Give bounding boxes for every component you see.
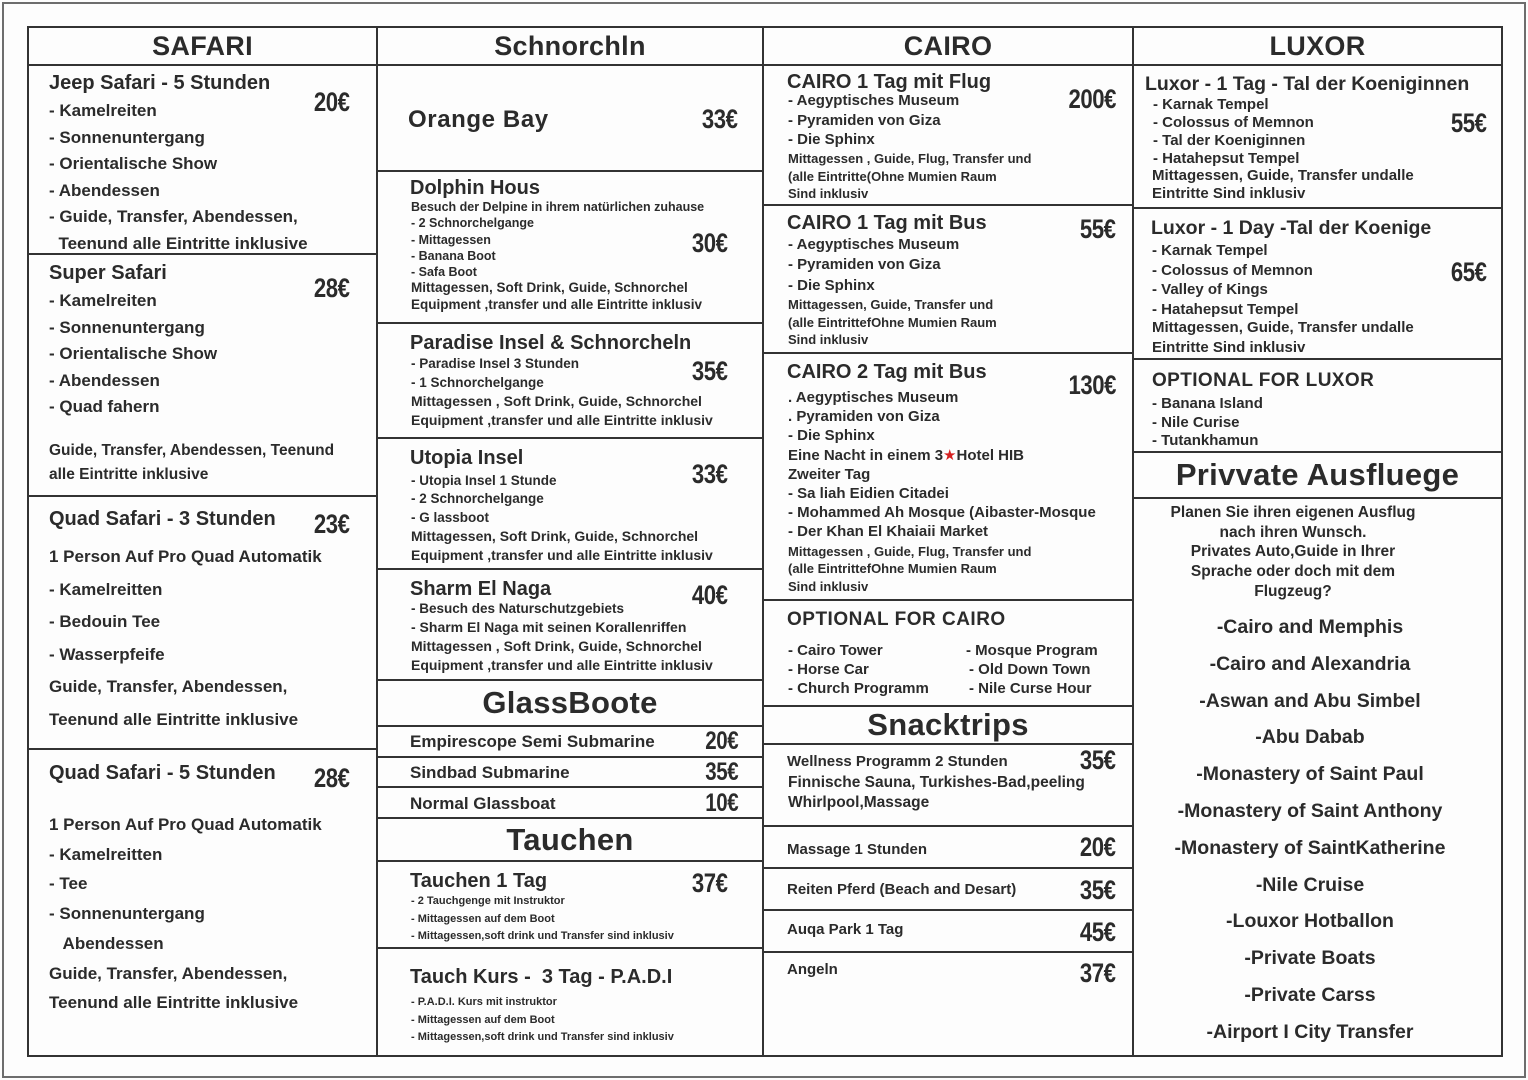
card-title: OPTIONAL FOR LUXOR — [1152, 370, 1375, 391]
detail-line: - Mittagessen auf dem Boot — [411, 1013, 555, 1026]
card-price: 37€ — [692, 868, 728, 898]
detail-line: - Abendessen — [49, 370, 160, 390]
detail-line: Teenund alle Eintritte inklusive — [49, 233, 308, 253]
intro-line: Flugzeug? — [1254, 582, 1332, 600]
detail-line: Teenund alle Eintritte inklusive — [49, 993, 299, 1013]
card-details — [788, 388, 1096, 542]
card-title: Luxor - 1 Tag - Tal der Koeniginnen — [1145, 73, 1470, 95]
option-item: - Horse Car — [788, 661, 869, 678]
optional-cairo-card — [762, 599, 1134, 707]
cairo-2-tag-card — [762, 352, 1134, 601]
detail-line: - Pyramiden von Giza — [788, 256, 941, 274]
detail-line: - Colossus of Memnon — [1152, 261, 1313, 279]
detail-line: - 2 Schnorchelgange — [411, 216, 534, 231]
detail-line: - Karnak Tempel — [1153, 96, 1269, 113]
card-title: CAIRO 2 Tag mit Bus — [787, 361, 987, 383]
card-title: CAIRO 1 Tag mit Bus — [787, 212, 987, 234]
tauchen-header — [376, 817, 764, 862]
detail-line: - Sa liah Eidien Citadei — [788, 485, 949, 503]
footer-line: Mittagessen, Guide, Transfer undalle — [1152, 167, 1414, 184]
private-list — [1134, 609, 1486, 1051]
detail-line: . Pyramiden von Giza — [788, 408, 940, 426]
footer-line: Mittagessen, Guide, Transfer undalle — [1152, 319, 1414, 336]
detail-line: - Guide, Transfer, Abendessen, — [49, 207, 298, 226]
detail-line: - Bedouin Tee — [49, 612, 161, 631]
item-title: Auqa Park 1 Tag — [787, 921, 904, 938]
footer-line: (alle Eintritte(Ohne Mumien Raum — [788, 168, 997, 184]
card-footer — [49, 439, 334, 487]
optional-left-list — [788, 641, 929, 698]
card-title: Quad Safari - 3 Stunden — [49, 508, 276, 530]
detail-line: - Quad fahern — [49, 397, 160, 416]
card-title: Super Safari — [49, 262, 167, 284]
utopia-insel-card — [376, 437, 764, 570]
detail-line: - Valley of Kings — [1152, 281, 1268, 298]
private-item: -Monastery of Saint Paul — [1196, 763, 1424, 786]
detail-line: Abendessen — [49, 933, 164, 953]
card-details — [49, 541, 322, 736]
detail-line: - 1 Schnorchelgange — [411, 374, 544, 390]
detail-line: - Safa Boot — [411, 265, 477, 280]
private-item: -Private Boats — [1244, 947, 1376, 970]
card-price: 28€ — [314, 763, 350, 793]
quad-safari-3-card — [27, 495, 378, 750]
card-details — [49, 288, 217, 421]
card-footer — [788, 543, 1031, 595]
intro-line: Sprache oder doch mit dem — [1190, 563, 1396, 581]
private-card — [1132, 497, 1503, 1057]
card-details — [411, 599, 713, 675]
detail-line: - Hatahepsut Tempel — [1153, 150, 1300, 167]
item-title: Reiten Pferd (Beach and Desart) — [787, 881, 1017, 898]
card-details — [788, 91, 959, 150]
detail-line: - Sharm El Naga mit seinen Korallenriffen — [411, 619, 687, 635]
footer-line: Mittagessen, Guide, Transfer und — [788, 297, 994, 312]
hotel-line — [788, 446, 1096, 465]
private-item: -Nile Cruise — [1255, 873, 1365, 896]
detail-line: Teenund alle Eintritte inklusive — [49, 709, 299, 729]
detail-line: - G lassboot — [411, 509, 490, 525]
detail-line: - Kamelreitten — [49, 579, 163, 599]
detail-line: 1 Person Auf Pro Quad Automatik — [49, 815, 322, 834]
intro-line: Privates Auto,Guide in Ihrer — [1190, 543, 1396, 561]
card-title: Wellness Programm 2 Stunden — [787, 753, 1008, 770]
detail-line: - 2 Tauchgenge mit Instruktor — [411, 895, 565, 907]
detail-line: - P.A.D.I. Kurs mit instruktor — [411, 996, 557, 1008]
detail-line: Besuch der Delpine in ihrem natürlichen zuhause — [411, 200, 705, 214]
item-title: Angeln — [787, 961, 838, 978]
card-details — [1152, 241, 1313, 319]
detail-line: Equipment ,transfer und alle Eintritte inklusiv — [411, 412, 713, 429]
detail-line: - Karnak Tempel — [1152, 242, 1268, 259]
detail-line: - Kamelreiten — [49, 291, 157, 310]
cairo-header — [762, 26, 1134, 66]
orange-bay-card — [376, 64, 764, 172]
tauch-kurs-card — [376, 947, 764, 1057]
private-item: -Louxor Hotballon — [1226, 910, 1394, 933]
footer-line: Mittagessen , Guide, Flug, Transfer und — [788, 544, 1032, 559]
detail-line: - Aegyptisches Museum — [788, 92, 960, 109]
option-item: - Nile Curse Hour — [969, 680, 1092, 697]
snacktrips-header — [762, 705, 1134, 745]
detail-line: - Die Sphinx — [788, 427, 875, 445]
optional-right-list — [966, 641, 1098, 698]
dolphin-hous-card — [376, 170, 764, 324]
detail-line: - Die Sphinx — [788, 276, 875, 294]
item-price: 20€ — [705, 727, 738, 755]
card-details — [411, 472, 713, 564]
detail-line: Mittagessen , Soft Drink, Guide, Schnorchel — [411, 393, 702, 410]
footer-line: Sind inklusiv — [788, 332, 869, 347]
card-price: 30€ — [692, 228, 728, 258]
card-title: Jeep Safari - 5 Stunden — [49, 72, 271, 94]
snacktrip-item — [762, 951, 1134, 1057]
detail-line: Finnische Sauna, Turkishes-Bad,peeling — [788, 774, 1085, 791]
card-footer — [1152, 318, 1414, 357]
card-title: Luxor - 1 Day -Tal der Koenige — [1151, 217, 1432, 239]
tauchen-header-text: Tauchen — [506, 821, 634, 857]
private-item: -Private Carss — [1244, 983, 1376, 1006]
item-price: 45€ — [1080, 917, 1116, 947]
luxor-header-text: LUXOR — [1269, 30, 1366, 61]
card-price: 33€ — [702, 104, 738, 134]
item-price: 35€ — [1080, 875, 1116, 905]
detail-line: - Der Khan El Khaiaii Market — [788, 523, 989, 541]
card-title: Tauchen 1 Tag — [410, 870, 548, 892]
option-item: - Mosque Program — [966, 642, 1098, 659]
schnorcheln-header — [376, 26, 764, 66]
option-item: - Nile Curise — [1152, 413, 1240, 431]
detail-line: - Mittagessen,soft drink und Transfer sind inklusiv — [411, 930, 674, 942]
snacktrips-header-text: Snacktrips — [867, 707, 1029, 742]
card-details — [411, 355, 713, 430]
item-title: Sindbad Submarine — [410, 763, 570, 782]
card-price: 35€ — [692, 356, 728, 386]
luxor-header — [1132, 26, 1503, 66]
detail-line: Whirlpool,Massage — [788, 794, 930, 811]
intro-line: Planen Sie ihren eigenen Ausflug — [1170, 504, 1416, 521]
cairo-header-text: CAIRO — [903, 30, 993, 61]
detail-line: Equipment ,transfer und alle Eintritte inklusiv — [411, 657, 713, 673]
snacktrip-item — [762, 909, 1134, 953]
detail-line: - Tee — [49, 874, 88, 894]
footer-line: Eintritte Sind inklusiv — [1152, 185, 1306, 202]
detail-line: Guide, Transfer, Abendessen, — [49, 963, 288, 983]
card-title: Quad Safari - 5 Stunden — [49, 762, 276, 784]
footer-line: (alle EintrittefOhne Mumien Raum — [788, 314, 997, 330]
detail-line: - Abendessen — [49, 180, 160, 200]
detail-line: 1 Person Auf Pro Quad Automatik — [49, 547, 322, 566]
card-details — [1153, 96, 1314, 168]
card-details — [788, 235, 959, 296]
hotel-text: Hotel HIB — [956, 446, 1024, 464]
option-item: - Tutankhamun — [1152, 432, 1259, 449]
card-title: Utopia Insel — [410, 447, 524, 469]
card-price: 55€ — [1451, 108, 1487, 138]
card-details — [788, 773, 1085, 813]
private-header-text: Privvate Ausfluege — [1175, 457, 1460, 492]
card-price: 35€ — [1080, 745, 1116, 775]
footer-line: Eintritte Sind inklusiv — [1152, 338, 1306, 356]
option-item: - Cairo Tower — [788, 642, 883, 659]
item-price: 37€ — [1080, 958, 1116, 988]
option-item: - Old Down Town — [969, 661, 1091, 678]
card-details — [411, 893, 674, 946]
sharm-el-naga-card — [376, 568, 764, 681]
detail-line: - Utopia Insel 1 Stunde — [411, 473, 557, 488]
private-item: -Cairo and Alexandria — [1209, 652, 1411, 675]
card-price: 130€ — [1068, 370, 1116, 400]
item-price: 10€ — [705, 789, 738, 817]
luxor-koeniginnen-card — [1132, 64, 1503, 209]
wellness-card — [762, 743, 1134, 827]
detail-line: - Pyramiden von Giza — [788, 111, 941, 129]
card-details — [49, 810, 322, 1018]
detail-line: - Colossus of Memnon — [1153, 114, 1314, 131]
detail-line: Zweiter Tag — [788, 465, 871, 483]
glassboote-header-text: GlassBoote — [482, 685, 658, 720]
paradise-insel-card — [376, 322, 764, 439]
card-price: 20€ — [314, 87, 350, 117]
detail-line: Equipment ,transfer und alle Eintritte inklusiv — [411, 546, 713, 563]
snacktrip-item — [762, 825, 1134, 869]
card-footer — [1152, 167, 1414, 203]
detail-line: - Mittagessen,soft drink und Transfer sind inklusiv — [411, 1031, 674, 1043]
snacktrip-item — [762, 867, 1134, 911]
private-header — [1132, 451, 1503, 499]
detail-line: - Sonnenuntergang — [49, 127, 205, 147]
card-details — [49, 98, 308, 255]
detail-line: - Sonnenuntergang — [49, 317, 205, 337]
detail-line: - Mittagessen auf dem Boot — [411, 912, 555, 925]
super-safari-card — [27, 253, 378, 497]
detail-line: - Kamelreitten — [49, 844, 163, 864]
jeep-safari-card — [27, 64, 378, 255]
card-price: 55€ — [1080, 214, 1116, 244]
card-details — [411, 199, 704, 313]
item-title: Empirescope Semi Submarine — [410, 732, 655, 751]
detail-line: Equipment ,transfer und alle Eintritte inklusiv — [411, 296, 703, 312]
card-price: 28€ — [314, 273, 350, 303]
schnorcheln-header-text: Schnorchln — [494, 30, 646, 61]
detail-line: - Die Sphinx — [788, 131, 875, 148]
card-footer — [788, 150, 1031, 203]
safari-header — [27, 26, 378, 66]
luxor-koenige-card — [1132, 207, 1503, 360]
footer-line: (alle EintrittefOhne Mumien Raum — [788, 561, 997, 577]
item-price: 35€ — [705, 758, 738, 786]
detail-line: Mittagessen, Soft Drink, Guide, Schnorchel — [411, 528, 699, 545]
tauchen-1-tag-card — [376, 860, 764, 949]
detail-line: - Besuch des Naturschutzgebiets — [411, 601, 625, 616]
item-title: Massage 1 Stunden — [787, 841, 928, 858]
detail-line: - Orientalische Show — [49, 344, 218, 363]
detail-line: - Sonnenuntergang — [49, 904, 205, 924]
card-price: 33€ — [692, 459, 728, 489]
card-title: Tauch Kurs - 3 Tag - P.A.D.I — [410, 966, 673, 988]
detail-line: - Aegyptisches Museum — [788, 236, 960, 253]
card-title: Orange Bay — [408, 106, 549, 133]
cairo-flug-card — [762, 64, 1134, 206]
glassboote-item — [376, 786, 764, 819]
private-item: -Cairo and Memphis — [1216, 616, 1404, 638]
footer-line: Guide, Transfer, Abendessen, Teenund — [49, 442, 335, 459]
glassboote-item — [376, 756, 764, 788]
private-item: -Abu Dabab — [1255, 726, 1365, 749]
card-footer — [788, 296, 997, 349]
detail-line: - Tal der Koeniginnen — [1153, 132, 1306, 149]
private-item: -Monastery of Saint Anthony — [1177, 799, 1443, 822]
detail-line: - Mittagessen — [411, 232, 491, 247]
detail-line: - Wasserpfeife — [49, 644, 165, 664]
glassboote-header — [376, 679, 764, 727]
detail-line: Mittagessen, Soft Drink, Guide, Schnorchel — [411, 280, 688, 296]
detail-line: - Mohammed Ah Mosque (Aibaster-Mosque — [788, 504, 1096, 522]
footer-line: Sind inklusiv — [788, 578, 869, 594]
item-price: 20€ — [1080, 832, 1116, 862]
option-list — [1152, 395, 1263, 451]
optional-luxor-card — [1132, 358, 1503, 453]
card-price: 65€ — [1451, 257, 1487, 287]
detail-line: - Kamelreiten — [49, 101, 157, 120]
hotel-text: Eine Nacht in einem 3 — [788, 446, 944, 464]
private-item: -Monastery of SaintKatherine — [1174, 836, 1446, 859]
card-details — [411, 994, 674, 1047]
glassboote-item — [376, 725, 764, 758]
card-price: 200€ — [1068, 84, 1116, 114]
footer-line: Sind inklusiv — [788, 186, 869, 201]
star-icon: ★ — [943, 446, 957, 464]
card-title: CAIRO 1 Tag mit Flug — [787, 71, 992, 93]
card-price: 40€ — [692, 580, 728, 610]
intro-line: nach ihren Wunsch. — [1219, 523, 1367, 541]
footer-line: alle Eintritte inklusive — [49, 466, 209, 483]
quad-safari-5-card — [27, 748, 378, 1057]
detail-line: - Banana Boot — [411, 248, 496, 263]
option-item: - Banana Island — [1152, 395, 1263, 412]
detail-line: - Orientalische Show — [49, 154, 218, 173]
card-title: Dolphin Hous — [410, 177, 540, 199]
option-item: - Church Programm — [788, 680, 929, 697]
private-item: -Aswan and Abu Simbel — [1199, 689, 1421, 712]
detail-line: - Hatahepsut Tempel — [1152, 300, 1299, 318]
card-title: OPTIONAL FOR CAIRO — [787, 609, 1006, 630]
detail-line: Guide, Transfer, Abendessen, — [49, 677, 288, 696]
footer-line: Mittagessen , Guide, Flug, Transfer und — [788, 151, 1032, 166]
card-title: Paradise Insel & Schnorcheln — [410, 332, 692, 354]
detail-line: - 2 Schnorchelgange — [411, 491, 544, 507]
card-price: 23€ — [314, 509, 350, 539]
cairo-bus-card — [762, 204, 1134, 354]
detail-line: - Paradise Insel 3 Stunden — [411, 356, 580, 371]
private-item: -Airport I City Transfer — [1206, 1020, 1414, 1043]
item-title: Normal Glassboat — [410, 794, 556, 813]
private-intro — [1134, 503, 1452, 602]
detail-line: . Aegyptisches Museum — [788, 389, 959, 406]
card-title: Sharm El Naga — [410, 578, 552, 600]
detail-line: Mittagessen , Soft Drink, Guide, Schnorchel — [411, 638, 702, 654]
safari-header-text: SAFARI — [152, 30, 253, 61]
